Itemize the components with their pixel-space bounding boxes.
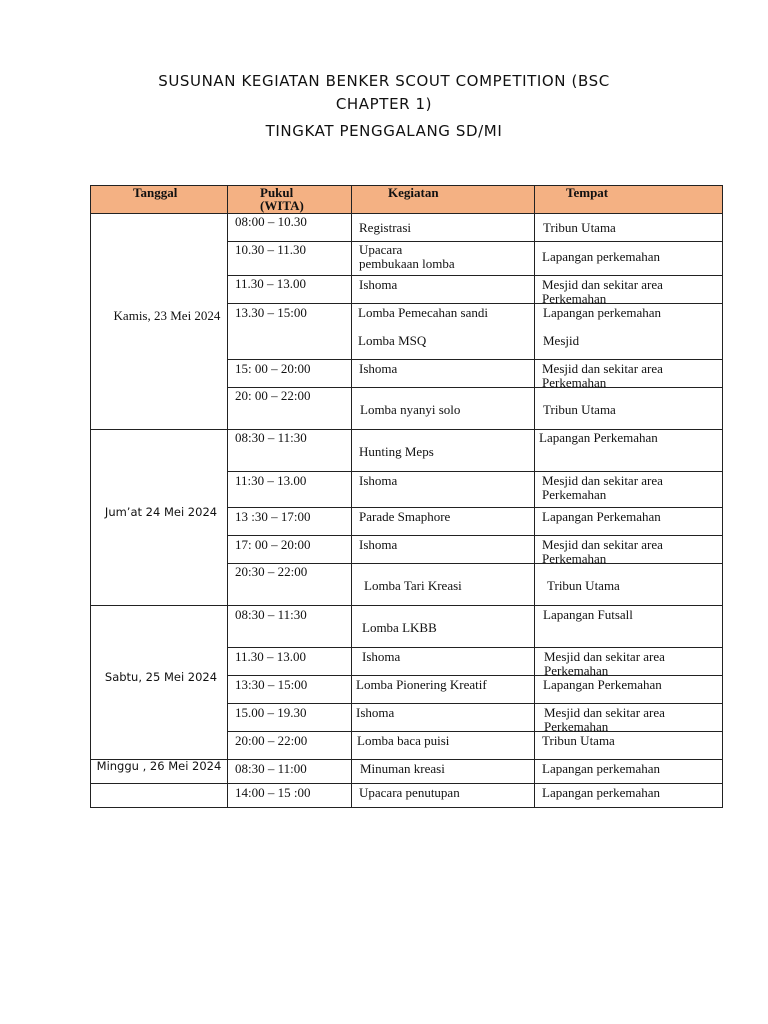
- time-text: 15.00 – 19.30: [235, 705, 307, 720]
- time-text: 20:00 – 22:00: [235, 733, 308, 748]
- place-text: Lapangan perkemahan: [542, 249, 661, 264]
- time-text: 08:30 – 11:30: [235, 430, 307, 445]
- place-cell: [535, 760, 723, 784]
- time-cell: [228, 508, 352, 536]
- time-cell: [228, 564, 352, 606]
- activity-cell: [352, 388, 535, 430]
- activity-text: pembukaan lomba: [359, 256, 455, 271]
- place-text: Mesjid: [543, 333, 580, 348]
- document-subtitle: TINGKAT PENGGALANG SD/MI: [265, 122, 503, 140]
- time-cell: [228, 784, 352, 808]
- place-cell: [535, 276, 723, 304]
- time-cell: [228, 276, 352, 304]
- place-text: Lapangan perkemahan: [543, 305, 662, 320]
- time-text: 20:30 – 22:00: [235, 564, 308, 579]
- table-row: [91, 214, 723, 242]
- header-pukul-line2: (WITA): [260, 198, 304, 213]
- activity-cell: [352, 536, 535, 564]
- activity-text: Lomba nyanyi solo: [360, 402, 461, 417]
- place-text: Mesjid dan sekitar area: [544, 649, 665, 664]
- activity-text: Ishoma: [359, 277, 398, 292]
- time-text: 08:30 – 11:30: [235, 607, 307, 622]
- activity-cell: [352, 648, 535, 676]
- place-text: Tribun Utama: [543, 402, 616, 417]
- activity-text: Hunting Meps: [359, 444, 434, 459]
- activity-text: Lomba Tari Kreasi: [364, 578, 462, 593]
- time-cell: [228, 242, 352, 276]
- time-cell: [228, 360, 352, 388]
- place-cell: [535, 388, 723, 430]
- activity-cell: [352, 360, 535, 388]
- activity-cell: [352, 472, 535, 508]
- place-text: Perkemahan: [544, 719, 609, 734]
- time-cell: [228, 536, 352, 564]
- activity-cell: [352, 304, 535, 360]
- table-row: [91, 606, 723, 648]
- activity-cell: [352, 430, 535, 472]
- place-text: Lapangan Perkemahan: [542, 509, 661, 524]
- place-text: Mesjid dan sekitar area: [542, 277, 663, 292]
- activity-cell: [352, 276, 535, 304]
- activity-text: Parade Smaphore: [359, 509, 451, 524]
- header-pukul-line1: Pukul: [260, 185, 294, 200]
- table-header-row: [91, 186, 723, 214]
- time-text: 11:30 – 13.00: [235, 473, 307, 488]
- place-text: Mesjid dan sekitar area: [542, 473, 663, 488]
- table-row: [91, 760, 723, 784]
- time-text: 14:00 – 15 :00: [235, 785, 311, 800]
- time-cell: [228, 472, 352, 508]
- header-tanggal: Tanggal: [91, 186, 228, 214]
- activity-text: Upacara: [359, 242, 403, 257]
- place-cell: [535, 732, 723, 760]
- time-text: 20: 00 – 22:00: [235, 388, 311, 403]
- activity-cell: [352, 732, 535, 760]
- place-cell: [535, 606, 723, 648]
- time-cell: [228, 760, 352, 784]
- time-text: 17: 00 – 20:00: [235, 537, 311, 552]
- time-cell: [228, 648, 352, 676]
- activity-text: Registrasi: [359, 220, 411, 235]
- place-text: Lapangan Futsall: [543, 607, 633, 622]
- activity-text: Lomba MSQ: [358, 333, 427, 348]
- place-text: Tribun Utama: [543, 220, 616, 235]
- activity-cell: [352, 760, 535, 784]
- date-cell: [91, 784, 228, 808]
- activity-text: Minuman kreasi: [360, 761, 445, 776]
- activity-cell: [352, 606, 535, 648]
- time-text: 08:00 – 10.30: [235, 214, 307, 229]
- time-text: 11.30 – 13.00: [235, 649, 307, 664]
- header-pukul: [228, 186, 352, 214]
- activity-text: Ishoma: [362, 649, 401, 664]
- place-text: Mesjid dan sekitar area: [542, 537, 663, 552]
- activity-text: Ishoma: [359, 473, 398, 488]
- place-cell: [535, 214, 723, 242]
- time-cell: [228, 388, 352, 430]
- activity-text: Ishoma: [359, 537, 398, 552]
- time-cell: [228, 430, 352, 472]
- header-tempat: Tempat: [535, 186, 723, 214]
- place-cell: [535, 430, 723, 472]
- document-title-line-2: CHAPTER 1): [335, 95, 433, 113]
- place-text: Tribun Utama: [547, 578, 620, 593]
- activity-text: Lomba baca puisi: [357, 733, 450, 748]
- activity-cell: [352, 508, 535, 536]
- place-text: Lapangan Perkemahan: [539, 430, 658, 445]
- place-text: Mesjid dan sekitar area: [544, 705, 665, 720]
- activity-cell: [352, 704, 535, 732]
- place-cell: [535, 676, 723, 704]
- time-cell: [228, 732, 352, 760]
- schedule-table: [90, 185, 723, 808]
- date-cell: [91, 606, 228, 760]
- activity-text: Lomba Pionering Kreatif: [356, 677, 487, 692]
- activity-cell: [352, 784, 535, 808]
- time-text: 08:30 – 11:00: [235, 761, 307, 776]
- place-cell: [535, 242, 723, 276]
- activity-cell: [352, 242, 535, 276]
- date-label: Sabtu, 25 Mei 2024: [104, 669, 218, 684]
- activity-text: Ishoma: [356, 705, 395, 720]
- table-row: [91, 784, 723, 808]
- activity-text: Lomba Pemecahan sandi: [358, 305, 488, 320]
- place-cell: [535, 564, 723, 606]
- activity-text: Ishoma: [359, 361, 398, 376]
- date-cell: [91, 214, 228, 430]
- place-cell: [535, 360, 723, 388]
- place-text: Perkemahan: [542, 375, 607, 390]
- place-text: Perkemahan: [542, 291, 607, 306]
- activity-text: Lomba LKBB: [362, 620, 437, 635]
- place-cell: [535, 704, 723, 732]
- date-cell: [91, 760, 228, 784]
- time-cell: [228, 304, 352, 360]
- place-cell: [535, 472, 723, 508]
- place-text: Lapangan Perkemahan: [543, 677, 662, 692]
- date-label: Jum’at 24 Mei 2024: [104, 504, 218, 519]
- time-text: 13.30 – 15:00: [235, 305, 307, 320]
- place-text: Tribun Utama: [542, 733, 615, 748]
- activity-cell: [352, 214, 535, 242]
- time-cell: [228, 704, 352, 732]
- date-label: Minggu , 26 Mei 2024: [96, 758, 222, 773]
- place-text: Lapangan perkemahan: [542, 761, 661, 776]
- activity-cell: [352, 676, 535, 704]
- time-cell: [228, 676, 352, 704]
- table-row: [91, 430, 723, 472]
- place-text: Perkemahan: [542, 551, 607, 566]
- time-text: 13 :30 – 17:00: [235, 509, 311, 524]
- place-cell: [535, 648, 723, 676]
- date-cell: [91, 430, 228, 606]
- header-kegiatan: Kegiatan: [352, 186, 535, 214]
- place-cell: [535, 508, 723, 536]
- time-text: 15: 00 – 20:00: [235, 361, 311, 376]
- place-text: Perkemahan: [542, 487, 607, 502]
- place-cell: [535, 536, 723, 564]
- time-cell: [228, 606, 352, 648]
- activity-text: Upacara penutupan: [359, 785, 460, 800]
- time-text: 10.30 – 11.30: [235, 242, 307, 257]
- activity-cell: [352, 564, 535, 606]
- place-cell: [535, 784, 723, 808]
- place-text: Perkemahan: [544, 663, 609, 678]
- place-cell: [535, 304, 723, 360]
- place-text: Lapangan perkemahan: [542, 785, 661, 800]
- time-text: 13:30 – 15:00: [235, 677, 308, 692]
- date-label: Kamis, 23 Mei 2024: [113, 307, 221, 323]
- time-cell: [228, 214, 352, 242]
- document-title-line-1: SUSUNAN KEGIATAN BENKER SCOUT COMPETITION (BSC: [158, 72, 610, 90]
- time-text: 11.30 – 13.00: [235, 276, 307, 291]
- place-text: Mesjid dan sekitar area: [542, 361, 663, 376]
